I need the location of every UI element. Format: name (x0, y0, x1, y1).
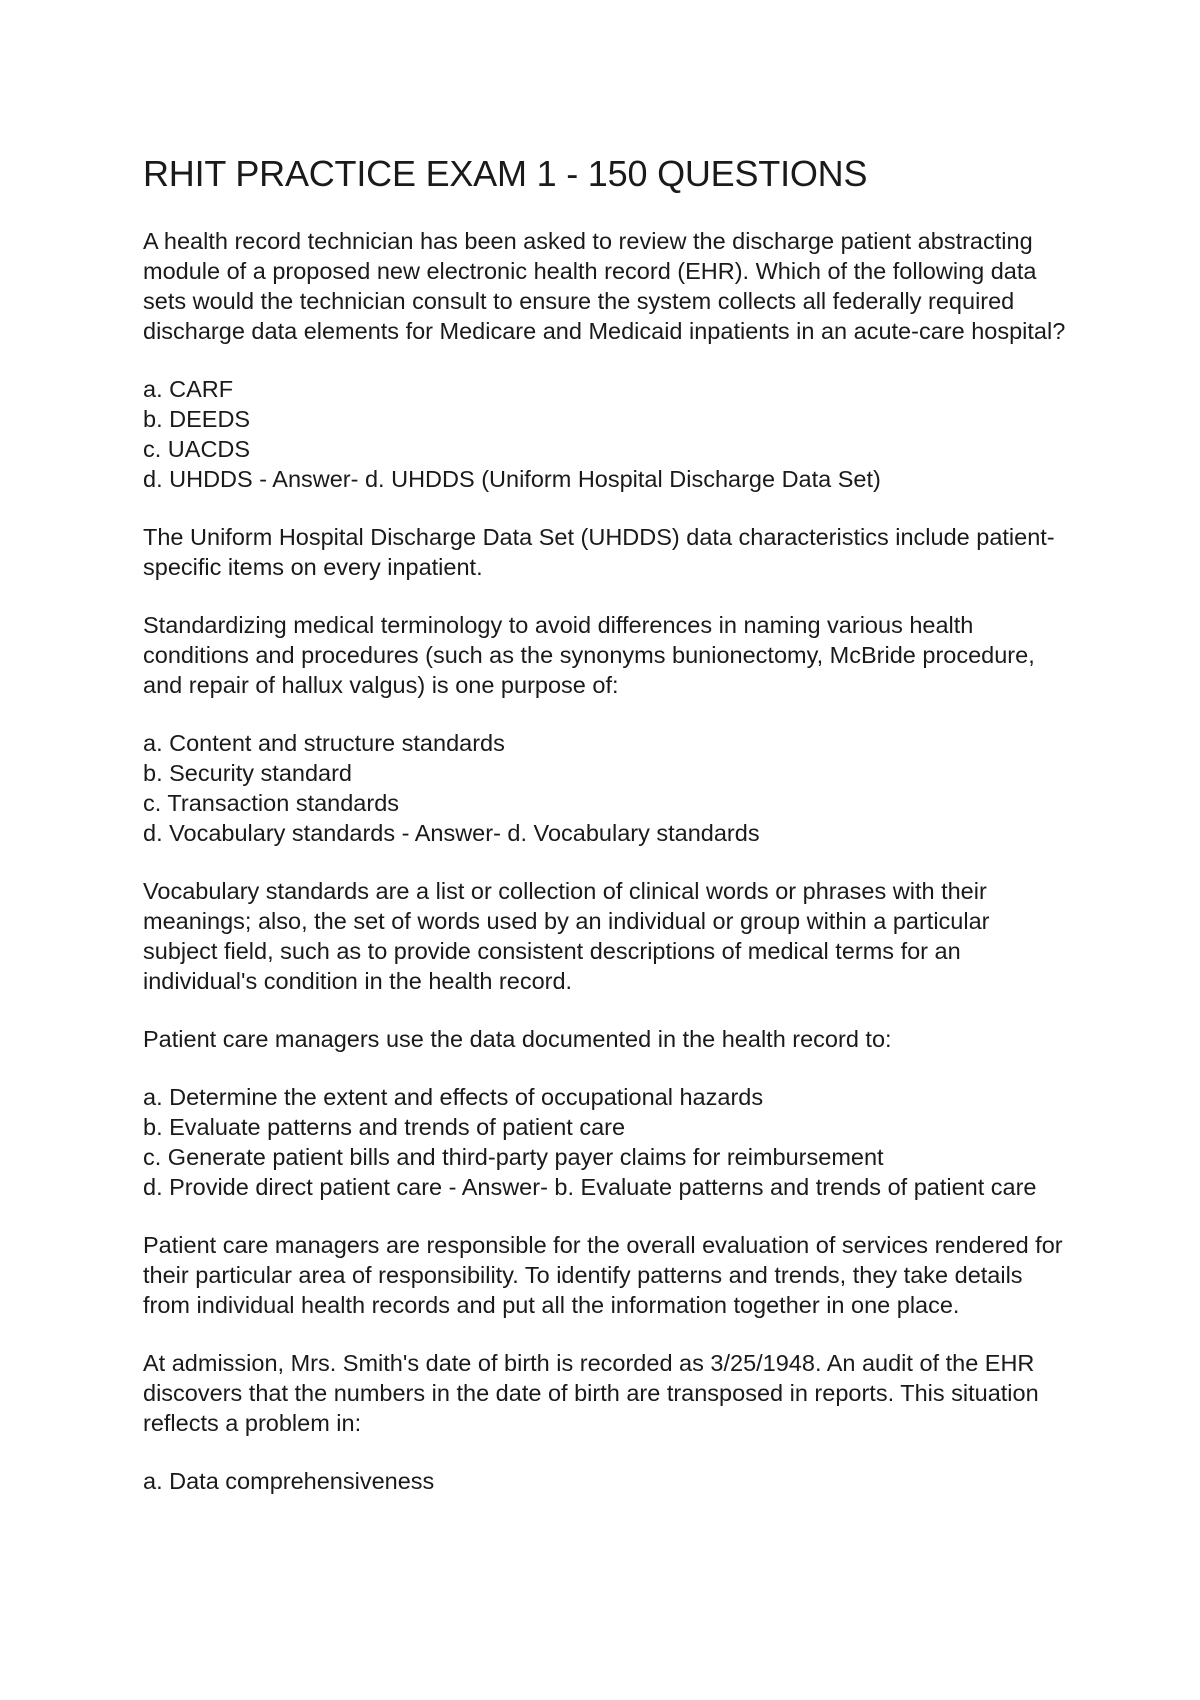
question-2-option-b: b. Security standard (143, 760, 352, 786)
question-3-option-d: d. Provide direct patient care - Answer- b. Evaluate patterns and trends of patient care (143, 1174, 1037, 1200)
question-2-option-c: c. Transaction standards (143, 790, 400, 816)
question-4-option-a: a. Data comprehensiveness (143, 1468, 435, 1494)
question-2-option-d: d. Vocabulary standards - Answer- d. Vocabulary standards (143, 820, 760, 846)
page-title: RHIT PRACTICE EXAM 1 - 150 QUESTIONS (143, 153, 868, 194)
question-2-option-a: a. Content and structure standards (143, 730, 505, 756)
question-4-text: At admission, Mrs. Smith's date of birth is recorded as 3/25/1948. An audit of the EHR discovers that the numbers in the date of birth are transposed in reports. This situation reflects a problem in: (143, 1350, 1039, 1436)
question-3-option-c: c. Generate patient bills and third-party payer claims for reimbursement (143, 1144, 884, 1170)
question-3-text: Patient care managers use the data documented in the health record to: (143, 1026, 892, 1052)
question-2-explanation: Vocabulary standards are a list or collection of clinical words or phrases with their meanings; also, the set of words used by an individual or group within a particular subject field, such as to provide consistent descriptions of medical terms for an individual's condition in the health record. (143, 878, 990, 994)
question-3-options (143, 1082, 1070, 1202)
question-4-options (143, 1466, 1070, 1496)
question-2-text: Standardizing medical terminology to avoid differences in naming various health conditions and procedures (such as the synonyms bunionectomy, McBride procedure, and repair of hallux valgus) is one purpose of: (143, 612, 1035, 698)
question-2-options (143, 728, 1070, 848)
question-3-explanation: Patient care managers are responsible for the overall evaluation of services rendered for their particular area of responsibility. To identify patterns and trends, they take details from individual health records and put all the information together in one place. (143, 1232, 1063, 1318)
question-3-option-b: b. Evaluate patterns and trends of patient care (143, 1114, 626, 1140)
question-1-text: A health record technician has been asked to review the discharge patient abstracting module of a proposed new electronic health record (EHR). Which of the following data sets would the technician consult to ensure the system collects all federally required discharge data elements for Medicare and Medicaid inpatients in an acute-care hospital? (143, 228, 1066, 344)
question-1-option-b: b. DEEDS (143, 406, 251, 432)
question-1-option-a: a. CARF (143, 376, 234, 402)
question-1-explanation: The Uniform Hospital Discharge Data Set (UHDDS) data characteristics include patient-specific items on every inpatient. (143, 524, 1055, 580)
question-1-options (143, 374, 1070, 494)
question-1-option-c: c. UACDS (143, 436, 251, 462)
question-1-option-d: d. UHDDS - Answer- d. UHDDS (Uniform Hospital Discharge Data Set) (143, 466, 881, 492)
question-3-option-a: a. Determine the extent and effects of occupational hazards (143, 1084, 764, 1110)
